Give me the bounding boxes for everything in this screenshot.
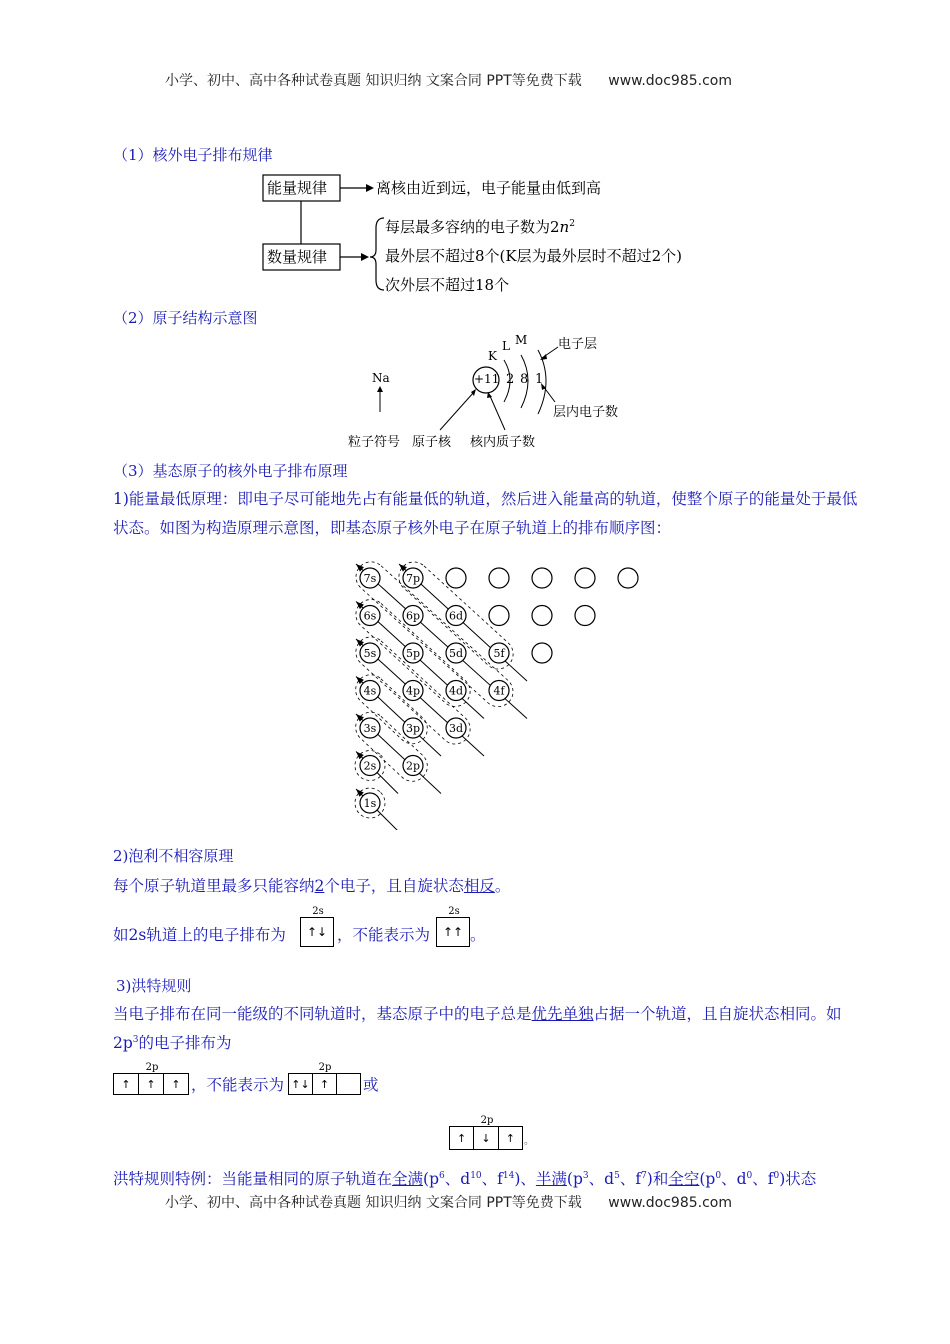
orbital-cell: ↑ bbox=[171, 1077, 181, 1091]
pauli-end: 。 bbox=[470, 926, 486, 944]
orbital-circle bbox=[489, 568, 509, 588]
orbital-cell: ↑ bbox=[313, 1074, 337, 1094]
hund-wrong-orbital-2 bbox=[449, 1115, 525, 1150]
label-proton-count: 核内质子数 bbox=[470, 435, 536, 450]
quantity-rule-3: 次外层不超过18个 bbox=[385, 276, 510, 294]
shell-l-count: 8 bbox=[520, 372, 529, 387]
page-header bbox=[165, 70, 732, 90]
orbital-label: 2p bbox=[318, 1062, 332, 1073]
label-particle-symbol: 粒子符号 bbox=[348, 435, 401, 450]
quantity-rule-1: 每层最多容纳的电子数为$2n^2$ bbox=[385, 218, 575, 236]
hund-end: 。 bbox=[524, 1136, 534, 1147]
orbital-cell: ↑ bbox=[139, 1074, 164, 1094]
orbital-label: 4f bbox=[493, 684, 505, 698]
orbital-circle bbox=[446, 568, 466, 588]
pauli-correct-orbital bbox=[300, 906, 336, 947]
footer-site: www.doc985.com bbox=[608, 1195, 732, 1211]
energy-rule-text: 离核由近到远，电子能量由低到高 bbox=[376, 179, 602, 197]
orbital-label: 5f bbox=[493, 647, 505, 660]
pauli-title: 2)泡利不相容原理 bbox=[113, 847, 234, 865]
orbital-label: 6s bbox=[363, 609, 377, 623]
orbital-label: 7p bbox=[405, 572, 421, 585]
orbital-circle bbox=[618, 568, 638, 588]
orbital-label: 1s bbox=[363, 797, 377, 810]
orbital-cell: ↑↓ bbox=[289, 1074, 313, 1094]
orbital-cell: ↓ bbox=[474, 1127, 498, 1149]
hund-paragraph: 当电子排布在同一能级的不同轨道时，基态原子中的电子总是优先单独占据一个轨道，且自旋状态相同。如$2p^3$的电子排布为 bbox=[113, 1005, 842, 1052]
label-electron-count: 层内电子数 bbox=[553, 405, 619, 420]
orbital-label: 4s bbox=[363, 684, 377, 698]
orbital-label: 4p bbox=[405, 684, 421, 698]
quantity-rule-box: 数量规律 bbox=[267, 248, 328, 266]
shell-m-letter: M bbox=[515, 333, 528, 347]
orbital-label: 7s bbox=[363, 572, 377, 585]
orbital-circle bbox=[532, 643, 552, 663]
shell-k-count: 2 bbox=[506, 372, 515, 387]
label-electron-shell: 电子层 bbox=[558, 337, 598, 352]
orbital-label: 2s bbox=[448, 906, 460, 917]
energy-rule-box: 能量规律 bbox=[267, 179, 328, 197]
shell-k-letter: K bbox=[488, 349, 497, 363]
orbital-label: 6d bbox=[448, 609, 464, 623]
energy-rules-diagram bbox=[258, 170, 738, 300]
quantity-rule-2: 最外层不超过8个(K层为最外层时不超过2个) bbox=[385, 247, 682, 265]
orbital-label: 2p bbox=[405, 759, 421, 773]
pauli-cannot-text: ，不能表示为 bbox=[337, 926, 431, 944]
shell-m-count: 1 bbox=[535, 372, 544, 387]
orbital-cell: ↑ bbox=[114, 1074, 139, 1094]
orbital-label: 3s bbox=[363, 722, 377, 735]
hund-special-paragraph: 洪特规则特例：当能量相同的原子轨道在全满($p^6$、$d^{10}$、$f^{14}$)、半满($p^3$、$d^5$、$f^7$)和全空($p^0$、$d^0$、$f^0$)状态 bbox=[113, 1170, 817, 1188]
shell-l-letter: L bbox=[502, 339, 510, 353]
hund-correct-orbital bbox=[113, 1062, 191, 1095]
pauli-wrong-orbital bbox=[436, 906, 472, 947]
orbital-circle bbox=[575, 606, 595, 626]
orbital-cell: ↑↓ bbox=[306, 925, 328, 939]
orbital-circle bbox=[489, 606, 509, 626]
pauli-line-1: 每个原子轨道里最多只能容纳2个电子，且自旋状态相反。 bbox=[113, 877, 511, 895]
hund-cannot-text: ，不能表示为 bbox=[191, 1076, 285, 1094]
page-footer bbox=[165, 1192, 732, 1212]
orbital-circle bbox=[532, 568, 552, 588]
orbital-cell: ↑ bbox=[450, 1127, 474, 1149]
orbital-label: 6p bbox=[405, 609, 421, 623]
orbital-label: 2s bbox=[363, 759, 377, 773]
section-1-title: （1）核外电子排布规律 bbox=[113, 146, 273, 164]
hund-or: 或 bbox=[363, 1076, 379, 1094]
label-nucleus: 原子核 bbox=[412, 435, 452, 450]
orbital-label: 5d bbox=[448, 647, 464, 660]
orbital-label: 5p bbox=[405, 647, 421, 660]
aufbau-diagram bbox=[330, 548, 650, 830]
hund-title: 3)洪特规则 bbox=[116, 977, 192, 995]
orbital-label: 4d bbox=[448, 684, 464, 698]
atom-structure-diagram bbox=[340, 330, 670, 455]
na-symbol: Na bbox=[372, 371, 390, 385]
orbital-circle bbox=[532, 606, 552, 626]
pauli-line-2: 如2s轨道上的电子排布为 bbox=[113, 926, 286, 944]
section-3-title: （3）基态原子的核外电子排布原理 bbox=[113, 462, 348, 480]
orbital-label: 5s bbox=[363, 647, 377, 660]
orbital-label: 2p bbox=[145, 1062, 159, 1073]
header-site: www.doc985.com bbox=[608, 73, 732, 89]
footer-text: 小学、初中、高中各种试卷真题 知识归纳 文案合同 PPT等免费下载 bbox=[165, 1195, 582, 1211]
orbital-label: 3p bbox=[405, 722, 421, 735]
orbital-cell: ↑ bbox=[505, 1131, 515, 1145]
hund-wrong-orbital-1 bbox=[288, 1062, 362, 1095]
orbital-cell: ↑↑ bbox=[442, 925, 464, 939]
orbital-circle bbox=[575, 568, 595, 588]
orbital-label: 2s bbox=[312, 906, 324, 917]
orbital-label: 3d bbox=[448, 722, 464, 735]
nucleus-charge: +11 bbox=[474, 372, 500, 386]
orbital-label: 2p bbox=[480, 1115, 494, 1126]
section-2-title: （2）原子结构示意图 bbox=[113, 309, 258, 327]
orbital-cell bbox=[337, 1074, 360, 1094]
aufbau-paragraph: 1)能量最低原理：即电子尽可能地先占有能量低的轨道，然后进入能量高的轨道，使整个原子的能量处于最低状态。如图为构造原理示意图，即基态原子核外电子在原子轨道上的排布顺序图： bbox=[113, 490, 858, 537]
header-text: 小学、初中、高中各种试卷真题 知识归纳 文案合同 PPT等免费下载 bbox=[165, 73, 582, 89]
